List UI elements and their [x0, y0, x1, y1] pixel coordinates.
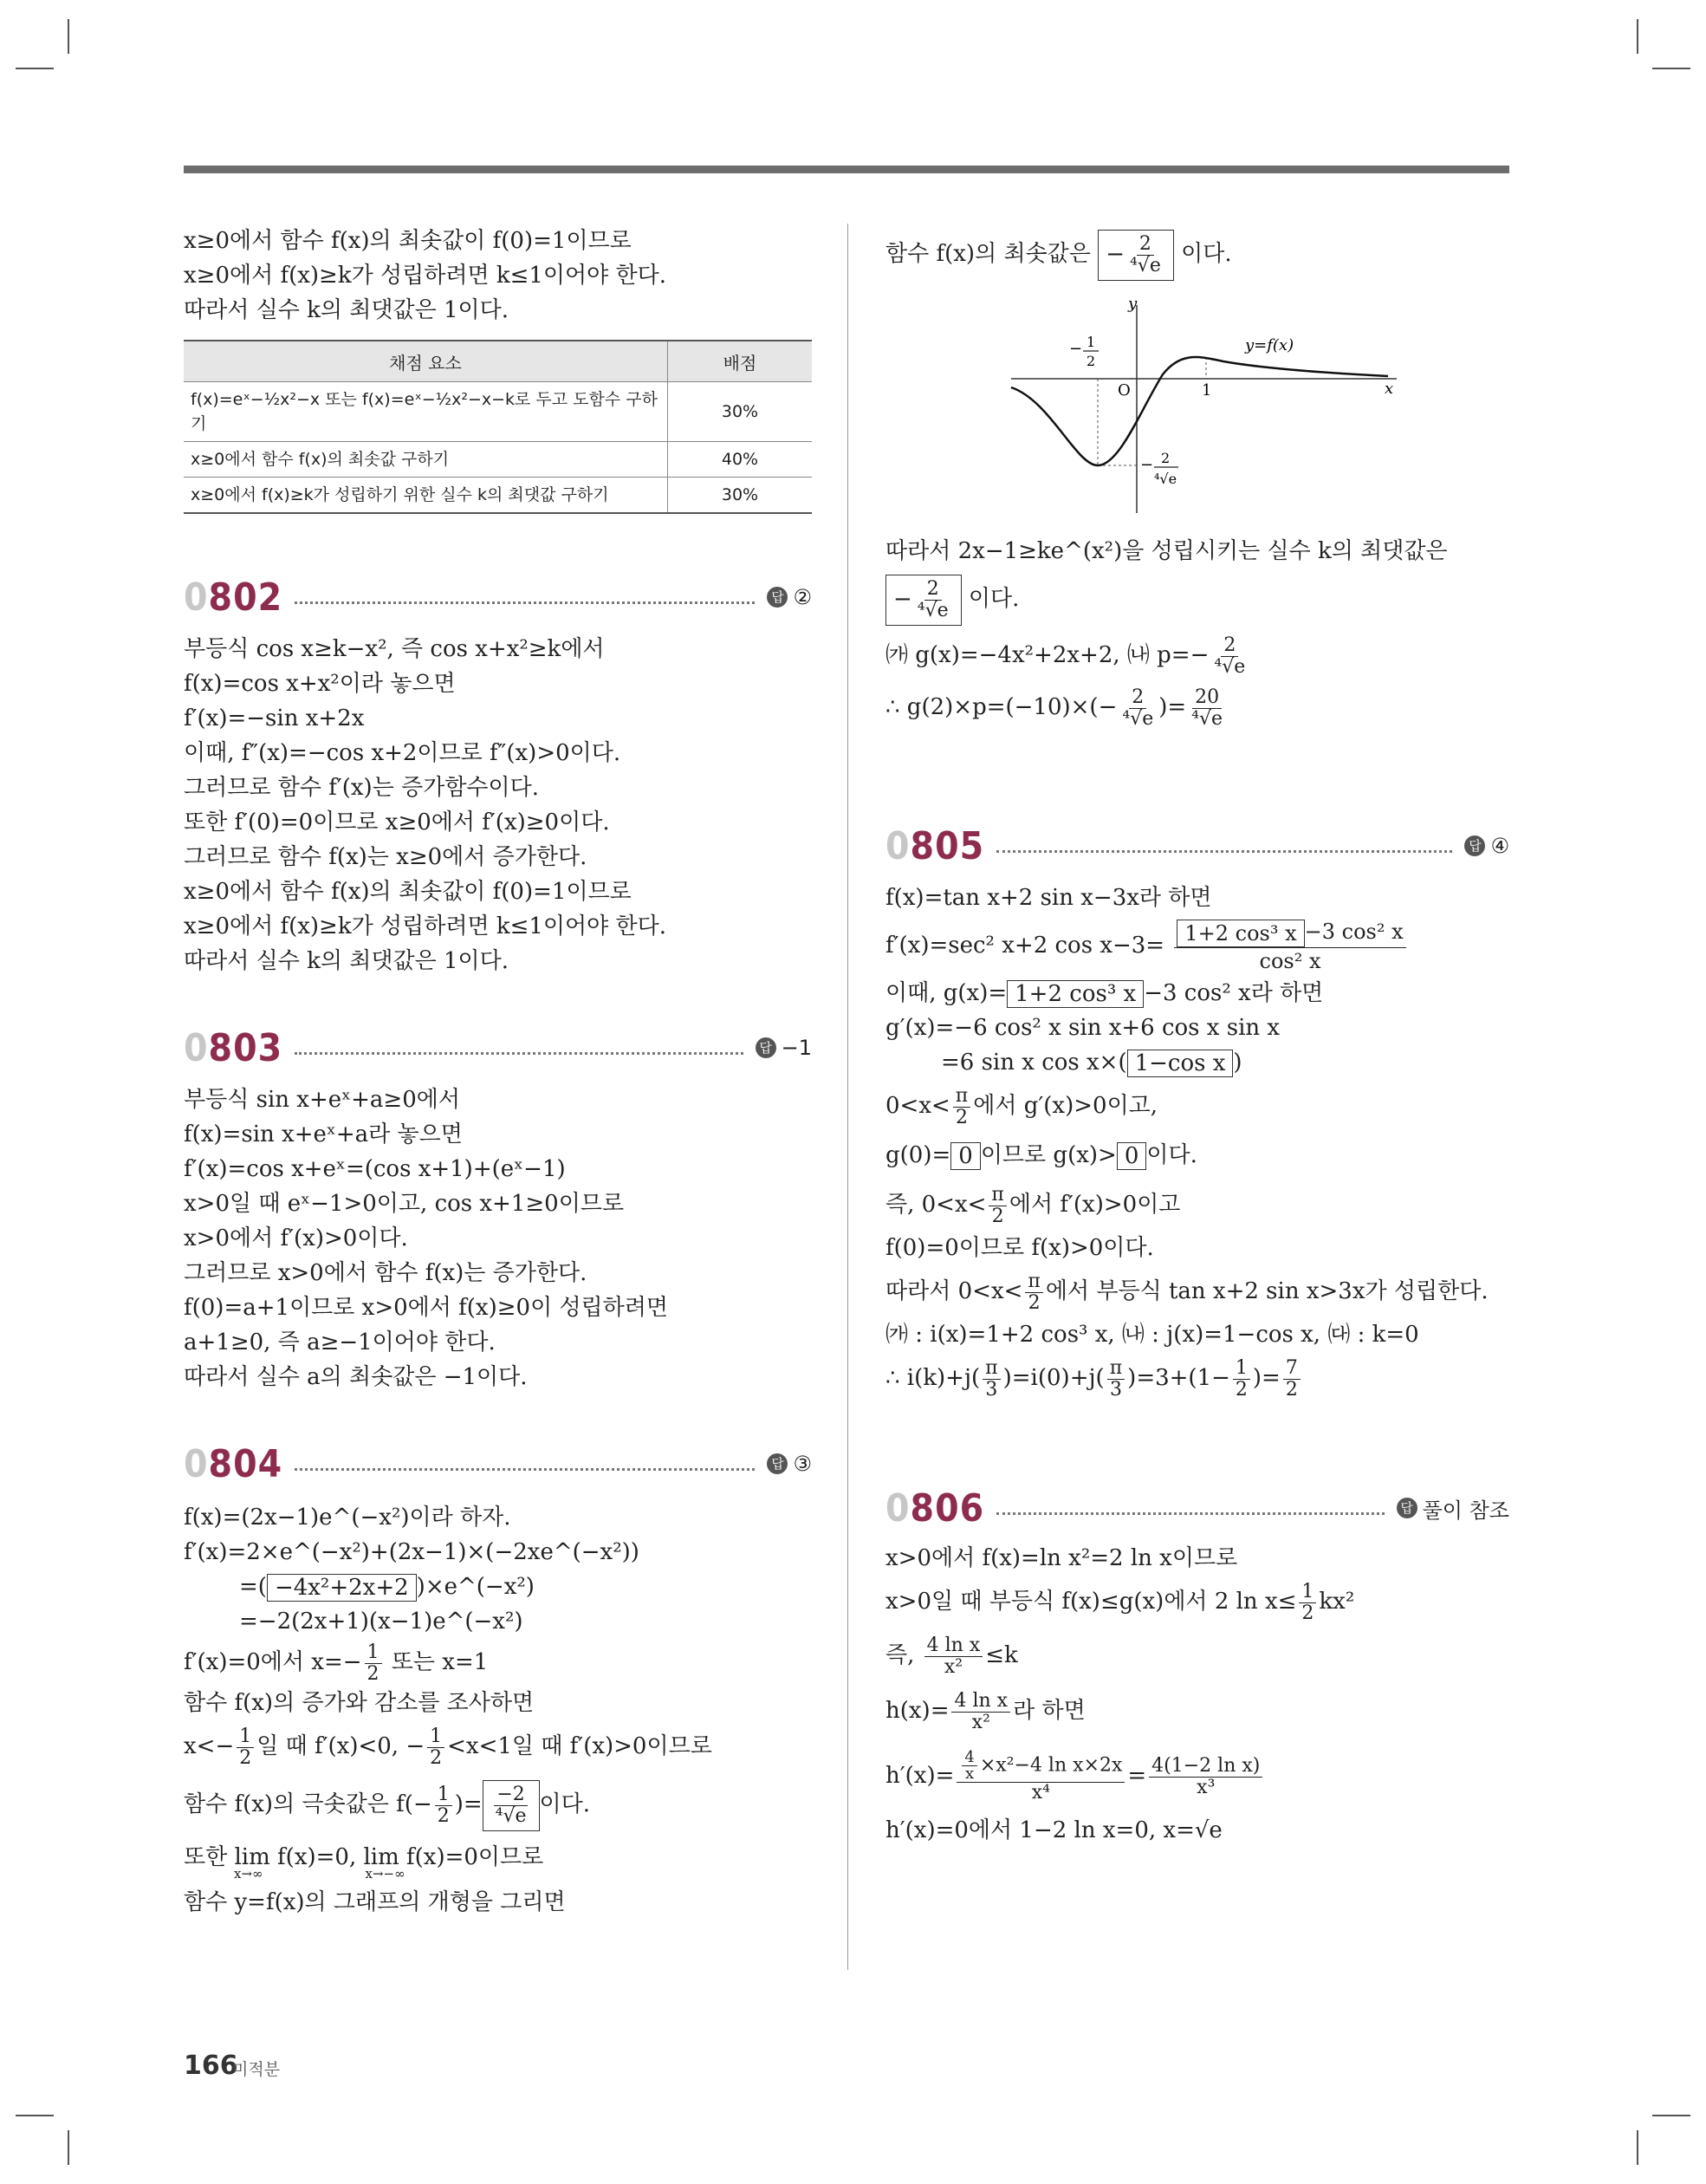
fraction — [1119, 687, 1156, 730]
x-axis-label: x — [1385, 380, 1394, 398]
text: kx² — [1319, 1589, 1355, 1615]
blank-box: 1−cos x — [1127, 1050, 1234, 1077]
fraction — [953, 1086, 970, 1128]
answer-label — [1397, 1493, 1509, 1524]
solution-line: 따라서 실수 k의 최댓값은 1이다. — [184, 948, 509, 974]
solution-line — [885, 681, 1509, 733]
y-axis-label: y — [1128, 296, 1138, 313]
denominator: 3 — [985, 1378, 998, 1401]
column-divider — [847, 224, 848, 1970]
text: ×x²−4 ln x×2x — [979, 1754, 1123, 1777]
fraction — [1107, 1358, 1125, 1401]
text: − — [893, 586, 912, 612]
solution-line: x>0에서 f′(x)>0이다. — [184, 1225, 408, 1251]
crop-mark — [16, 68, 54, 69]
denominator: x⁴ — [1031, 1782, 1050, 1804]
solution-line: f′(x)=cos x+eˣ=(cos x+1)+(eˣ−1) — [184, 1156, 566, 1182]
fraction — [1174, 919, 1405, 974]
solution-line: x>0일 때 eˣ−1>0이고, cos x+1≥0이므로 — [184, 1191, 625, 1217]
text: 에서 부등식 tan x+2 sin x>3x가 성립한다. — [1045, 1278, 1489, 1304]
answer-label — [767, 1452, 812, 1476]
fraction — [365, 1642, 382, 1685]
solution-line: 부등식 cos x≥k−x², 즉 cos x+x²≥k에서 — [184, 636, 605, 662]
section-number-digits: 802 — [208, 575, 283, 620]
text: 또는 x=1 — [384, 1649, 489, 1675]
blank-box: 0 — [950, 1142, 981, 1170]
solution-line: 따라서 2x−1≥ke^(x²)을 성립시키는 실수 k의 최댓값은 — [885, 538, 1448, 564]
blank-box: −4x²+2x+2 — [267, 1574, 417, 1602]
solution-line: 그러므로 x>0에서 함수 f(x)는 증가한다. — [184, 1260, 587, 1286]
text: −3 cos² x — [1304, 920, 1404, 945]
numerator: π — [989, 1185, 1006, 1206]
text: 함수 f(x)의 최솟값은 — [885, 241, 1091, 267]
section-header-0805 — [885, 820, 1509, 872]
denominator: ⁴√e — [1191, 707, 1223, 730]
numerator: 4(1−2 ln x) — [1149, 1756, 1262, 1778]
table-cell: 30% — [668, 382, 813, 442]
fraction — [1189, 687, 1225, 730]
grading-table — [184, 340, 812, 514]
crop-mark — [1652, 68, 1690, 69]
table-cell: f(x)=eˣ−½x²−x 또는 f(x)=eˣ−½x²−x−k로 두고 도함수 구하기 — [184, 382, 668, 442]
intro-line: x≥0에서 함수 f(x)의 최솟값이 f(0)=1이므로 — [184, 228, 632, 254]
table-header-row — [184, 341, 812, 382]
denominator: ⁴√e — [1214, 655, 1246, 678]
fraction — [924, 1635, 983, 1678]
denominator: 2 — [991, 1205, 1004, 1227]
table-cell: 40% — [668, 442, 813, 478]
solution-line — [885, 1265, 1509, 1317]
text: 에서 g′(x)>0이고, — [973, 1093, 1158, 1119]
text: = — [1127, 1763, 1147, 1789]
solution-line: x>0에서 f(x)=ln x²=2 ln x이므로 — [885, 1545, 1238, 1571]
table-cell: x≥0에서 f(x)≥k가 성립하기 위한 실수 k의 최댓값 구하기 — [184, 478, 668, 514]
numerator: −2 — [494, 1784, 527, 1806]
function-graph — [955, 296, 1405, 522]
denominator: 2 — [1028, 1291, 1041, 1314]
ymin-neg: − — [1140, 456, 1154, 474]
numerator: π — [953, 1086, 970, 1108]
solution-line — [184, 1639, 812, 1686]
fraction — [915, 579, 951, 621]
answer-icon: 답 — [1464, 835, 1485, 856]
fraction — [957, 1750, 1125, 1804]
text: 0<x< — [885, 1093, 950, 1119]
text: )=3+(1− — [1127, 1365, 1230, 1391]
numerator: 1 — [427, 1726, 444, 1748]
denominator: ⁴√e — [917, 599, 949, 621]
numerator: 7 — [1283, 1358, 1301, 1380]
crop-mark — [1652, 2115, 1690, 2116]
solution-line — [885, 1179, 1509, 1231]
fraction — [237, 1726, 254, 1769]
page-number: 166 — [184, 2051, 238, 2081]
solution-line: a+1≥0, 즉 a≥−1이어야 한다. — [184, 1329, 496, 1355]
numerator: π — [1025, 1271, 1042, 1293]
text: ㈎ g(x)=−4x²+2x+2, ㈏ p=− — [885, 642, 1210, 668]
text: 이므로 g(x)> — [980, 1142, 1117, 1168]
denominator: 2 — [1301, 1602, 1314, 1624]
section-number-prefix: 0 — [184, 1025, 209, 1070]
leader-dots — [295, 1468, 755, 1471]
crop-mark — [1637, 19, 1638, 54]
solution-line — [184, 1772, 812, 1836]
section-number-digits: 804 — [208, 1441, 283, 1486]
fraction — [435, 1784, 452, 1827]
text: ∴ i(k)+j( — [885, 1365, 981, 1391]
text: 이다. — [968, 586, 1020, 612]
solution-line: 또한 lim f(x)=0, lim f(x)=0이므로 — [184, 1844, 544, 1870]
leader-dots — [295, 601, 755, 604]
text: =( — [239, 1574, 267, 1600]
fraction — [1211, 635, 1248, 678]
denominator: ⁴√e — [1122, 707, 1154, 730]
solution-line — [885, 915, 1509, 976]
limit-sub: x→∞ — [234, 1866, 263, 1882]
denominator: x² — [944, 1655, 963, 1678]
table-row — [184, 442, 812, 478]
text: −3 cos² x라 하면 — [1144, 980, 1324, 1006]
solution-line — [184, 1570, 812, 1604]
solution-line — [885, 1080, 1509, 1132]
table-header: 배점 — [668, 341, 813, 382]
numerator: 1 — [1233, 1358, 1250, 1380]
numerator: 4 ln x — [951, 1691, 1010, 1713]
fraction — [951, 1691, 1010, 1733]
solution-line — [885, 629, 1509, 681]
table-row — [184, 382, 812, 442]
xmin-den: 2 — [1087, 353, 1096, 369]
denominator: 2 — [239, 1746, 252, 1769]
text: h(x)= — [885, 1698, 950, 1724]
solution-line: 그러므로 함수 f(x)는 x≥0에서 증가한다. — [184, 844, 587, 870]
section-number-prefix: 0 — [885, 1485, 911, 1531]
text: <x<1일 때 f′(x)>0이므로 — [447, 1733, 712, 1759]
denominator: 2 — [1235, 1378, 1248, 1401]
numerator: 20 — [1192, 687, 1222, 709]
numerator: 1 — [1299, 1582, 1316, 1603]
crop-mark — [68, 19, 69, 54]
tick-label-one: 1 — [1202, 381, 1212, 400]
denominator: 2 — [1285, 1378, 1298, 1401]
fraction — [1127, 234, 1164, 276]
text: ) — [1233, 1050, 1242, 1076]
fraction — [1299, 1582, 1316, 1624]
fraction — [493, 1784, 529, 1827]
blank-box: 1+2 cos³ x — [1177, 920, 1304, 947]
leader-dots — [996, 1512, 1384, 1515]
solution-line: f(0)=a+1이므로 x>0에서 f(x)≥0이 성립하려면 — [184, 1295, 669, 1321]
leader-dots — [295, 1052, 743, 1055]
leader-dots — [996, 850, 1452, 853]
denominator: cos² x — [1259, 948, 1321, 973]
left-column — [184, 224, 812, 1920]
text: 라 하면 — [1013, 1698, 1086, 1724]
solution-line: f(x)=cos x+x²이라 놓으면 — [184, 671, 456, 697]
text: )= — [1158, 694, 1187, 720]
xmin-num: 1 — [1087, 334, 1096, 350]
origin-label: O — [1118, 381, 1131, 400]
solution-line — [885, 1683, 1509, 1739]
answer-icon: 답 — [756, 1037, 776, 1058]
text: )= — [454, 1791, 483, 1817]
blank-box — [483, 1780, 540, 1831]
fraction — [1025, 1271, 1042, 1314]
denominator: x² — [971, 1711, 990, 1733]
solution-line: 따라서 실수 a의 최솟값은 −1이다. — [184, 1364, 528, 1390]
text: )×e^(−x²) — [416, 1574, 535, 1600]
solution-line — [885, 224, 1509, 284]
fraction — [1233, 1358, 1250, 1401]
solution-line — [885, 976, 1509, 1011]
solution-line: 또한 f′(0)=0이므로 x≥0에서 f′(x)≥0이다. — [184, 809, 610, 835]
solution-line: 함수 y=f(x)의 그래프의 개형을 그리면 — [184, 1889, 566, 1915]
solution-line — [885, 569, 1509, 629]
solution-line: f(0)=0이므로 f(x)>0이다. — [885, 1235, 1154, 1261]
fraction — [1283, 1358, 1301, 1401]
answer-value: ② — [793, 585, 812, 609]
text: f′(x)=0에서 x=− — [184, 1649, 362, 1675]
fraction — [962, 1750, 976, 1782]
text: 에서 f′(x)>0이고 — [1009, 1192, 1181, 1218]
denominator: 2 — [366, 1662, 379, 1685]
fraction — [989, 1185, 1006, 1227]
solution-line: h′(x)=0에서 1−2 ln x=0, x=√e — [885, 1817, 1223, 1843]
numerator: π — [1107, 1358, 1125, 1380]
section-number-prefix: 0 — [184, 1441, 209, 1486]
text: 함수 f(x)의 극솟값은 f(− — [184, 1791, 432, 1817]
table-cell: x≥0에서 함수 f(x)의 최솟값 구하기 — [184, 442, 668, 478]
page-subject: 미적분 — [232, 2060, 281, 2079]
text: 이다. — [1146, 1142, 1197, 1168]
text: )= — [1252, 1365, 1281, 1391]
section-number-prefix: 0 — [885, 823, 911, 868]
solution-line — [885, 1576, 1509, 1628]
text: 이다. — [1181, 241, 1232, 267]
answer-label — [767, 585, 812, 609]
xmin-neg: − — [1069, 340, 1083, 358]
numerator — [957, 1750, 1125, 1783]
text: g(0)= — [885, 1142, 951, 1168]
text: − — [1106, 241, 1125, 267]
intro-line: x≥0에서 f(x)≥k가 성립하려면 k≤1이어야 한다. — [184, 263, 667, 289]
numerator: 2 — [1221, 635, 1238, 657]
numerator: 1 — [237, 1726, 254, 1748]
function-curve — [1011, 357, 1388, 465]
numerator: 2 — [1137, 234, 1154, 256]
denominator: ⁴√e — [495, 1804, 527, 1827]
numerator: 2 — [1129, 687, 1146, 709]
numerator: 4 — [962, 1750, 976, 1766]
section-number-prefix: 0 — [184, 575, 209, 620]
solution-line: 이때, f″(x)=−cos x+2이므로 f″(x)>0이다. — [184, 740, 621, 766]
section-number-digits: 803 — [208, 1025, 283, 1070]
solution-line — [885, 1739, 1509, 1813]
crop-mark — [68, 2130, 69, 2165]
denominator: x³ — [1197, 1776, 1216, 1798]
numerator: 4 ln x — [924, 1635, 983, 1657]
numerator — [1174, 919, 1405, 948]
answer-icon: 답 — [767, 1453, 788, 1474]
text: 즉, — [885, 1642, 922, 1668]
table-row — [184, 478, 812, 514]
section-number-digits: 806 — [910, 1485, 985, 1531]
section-number — [885, 1486, 984, 1531]
solution-line — [885, 1132, 1509, 1179]
blank-box — [885, 575, 962, 626]
solution-line: f′(x)=−sin x+2x — [184, 705, 365, 731]
limit-sub: x→−∞ — [365, 1866, 405, 1882]
text: ≤k — [985, 1642, 1018, 1668]
text: x<− — [184, 1733, 235, 1759]
text: )=i(0)+j( — [1002, 1365, 1105, 1391]
section-number — [184, 1026, 282, 1070]
right-column — [885, 224, 1509, 1848]
section-number — [184, 1442, 282, 1486]
answer-icon: 답 — [1397, 1498, 1417, 1518]
blank-box: 1+2 cos³ x — [1007, 980, 1144, 1008]
curve-label: y=f(x) — [1245, 336, 1294, 354]
answer-label — [1464, 834, 1509, 858]
solution-line — [885, 1352, 1509, 1404]
numerator: 1 — [435, 1784, 452, 1806]
text: =6 sin x cos x×( — [941, 1050, 1127, 1076]
solution-line: x≥0에서 함수 f(x)의 최솟값이 f(0)=1이므로 — [184, 879, 632, 905]
section-header-0802 — [184, 571, 812, 623]
answer-value: ④ — [1490, 834, 1509, 858]
solution-line — [885, 1045, 1509, 1080]
solution-line — [885, 1628, 1509, 1683]
denominator: x — [965, 1765, 975, 1783]
answer-label — [756, 1036, 812, 1060]
numerator: 1 — [365, 1642, 382, 1664]
numerator: π — [983, 1358, 1000, 1380]
solution-line: 그러므로 함수 f′(x)는 증가함수이다. — [184, 775, 540, 801]
solution-line: f(x)=(2x−1)e^(−x²)이라 하자. — [184, 1505, 511, 1531]
blank-box: 0 — [1117, 1142, 1147, 1170]
denominator: 3 — [1109, 1378, 1122, 1401]
text: ∴ g(2)×p=(−10)×(− — [885, 694, 1118, 720]
solution-line: x≥0에서 f(x)≥k가 성립하려면 k≤1이어야 한다. — [184, 913, 667, 939]
answer-value: 풀이 참조 — [1422, 1498, 1509, 1523]
section-header-0806 — [885, 1482, 1509, 1534]
denominator: 2 — [430, 1746, 443, 1769]
text: f′(x)=sec² x+2 cos x−3= — [885, 933, 1165, 959]
ymin-num: 2 — [1161, 450, 1171, 466]
fraction — [983, 1358, 1000, 1401]
answer-value: ③ — [793, 1452, 812, 1476]
intro-line: 따라서 실수 k의 최댓값은 1이다. — [184, 297, 509, 323]
text: 즉, 0<x< — [885, 1192, 987, 1218]
solution-line: 부등식 sin x+eˣ+a≥0에서 — [184, 1087, 460, 1113]
text: 따라서 0<x< — [885, 1278, 1023, 1304]
solution-line: 함수 f(x)의 증가와 감소를 조사하면 — [184, 1690, 535, 1716]
denominator: 2 — [437, 1804, 450, 1827]
table-cell: 30% — [668, 478, 813, 514]
solution-line — [184, 1720, 812, 1772]
numerator: 2 — [924, 579, 942, 601]
solution-line: ㈎ : i(x)=1+2 cos³ x, ㈏ : j(x)=1−cos x, ㈐ : k=0 — [885, 1322, 1419, 1348]
answer-icon: 답 — [767, 587, 788, 608]
solution-line: f(x)=tan x+2 sin x−3x라 하면 — [885, 885, 1212, 911]
solution-line: f(x)=sin x+eˣ+a라 놓으면 — [184, 1121, 463, 1147]
section-header-0804 — [184, 1438, 812, 1490]
text: h′(x)= — [885, 1763, 955, 1789]
section-number — [184, 575, 282, 620]
header-rule — [184, 166, 1509, 173]
section-number — [885, 824, 984, 868]
crop-mark — [1637, 2130, 1638, 2165]
text: 일 때 f′(x)<0, − — [256, 1733, 425, 1759]
denominator: 2 — [956, 1106, 969, 1128]
text: 이다. — [539, 1791, 591, 1817]
crop-mark — [16, 2115, 54, 2116]
blank-box — [1098, 230, 1174, 281]
text: x>0일 때 부등식 f(x)≤g(x)에서 2 ln x≤ — [885, 1589, 1297, 1615]
solution-line: g′(x)=−6 cos² x sin x+6 cos x sin x — [885, 1015, 1281, 1041]
text: 이때, g(x)= — [885, 980, 1008, 1006]
fraction — [1149, 1756, 1262, 1798]
section-number-digits: 805 — [910, 823, 985, 868]
ymin-den: ⁴√e — [1154, 471, 1177, 487]
fraction — [427, 1726, 444, 1769]
solution-line: f′(x)=2×e^(−x²)+(2x−1)×(−2xe^(−x²)) — [184, 1539, 639, 1565]
denominator: ⁴√e — [1129, 254, 1161, 276]
table-header: 채점 요소 — [184, 341, 668, 382]
answer-value: −1 — [781, 1036, 812, 1060]
solution-line: =−2(2x+1)(x−1)e^(−x²) — [239, 1609, 523, 1635]
section-header-0803 — [184, 1022, 812, 1074]
